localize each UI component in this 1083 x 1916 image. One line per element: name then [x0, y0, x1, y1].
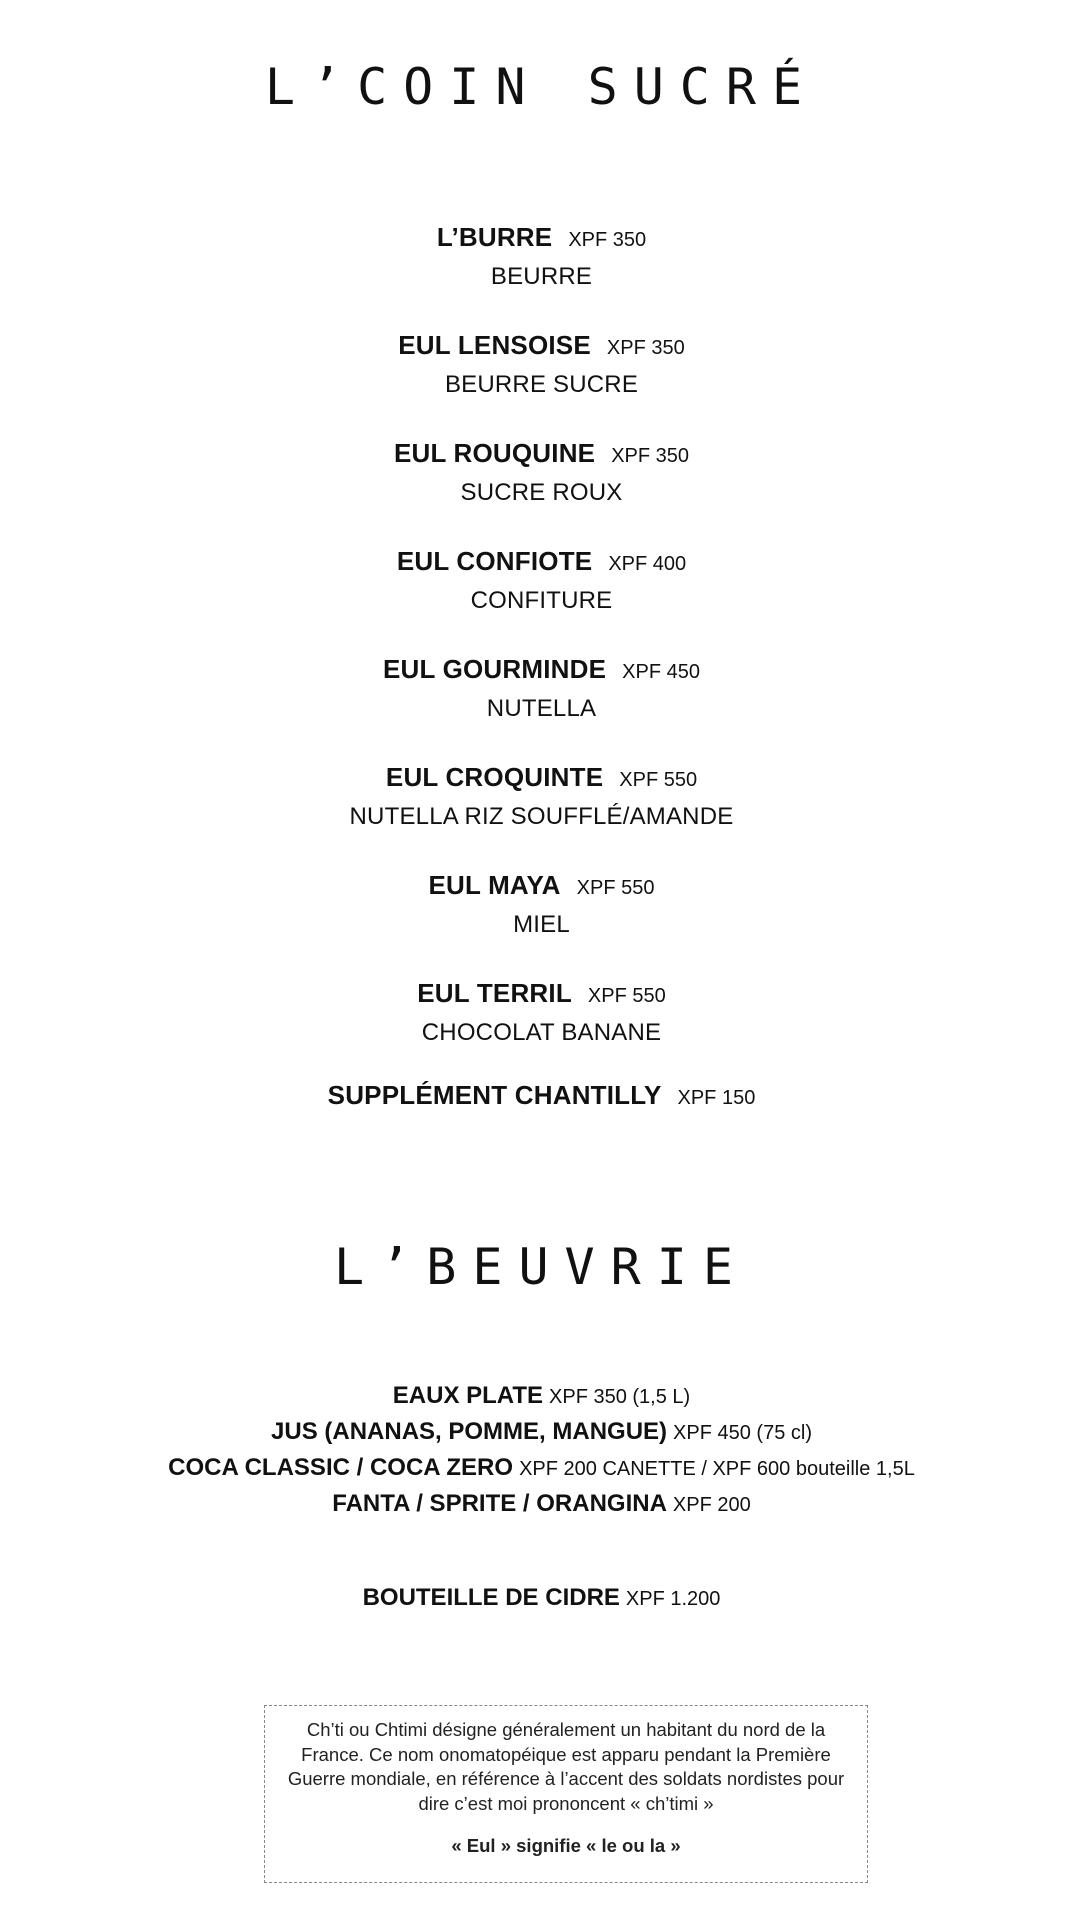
item-description: MIEL [513, 911, 570, 938]
menu-item [0, 222, 1083, 330]
menu-item [0, 762, 1083, 870]
item-name: EUL TERRIL [417, 978, 572, 1008]
drink-price: XPF 450 (75 cl) [673, 1422, 812, 1444]
item-name: EUL CONFIOTE [396, 546, 593, 576]
menu-item [0, 546, 1083, 654]
drink-row [0, 1414, 1083, 1450]
item-price: XPF 350 [568, 229, 647, 251]
item-description: CONFITURE [470, 587, 613, 614]
note-footnote: « Eul » signifie « le ou la » [451, 1835, 681, 1856]
drink-row [0, 1378, 1083, 1414]
supplement-item [0, 1080, 1083, 1111]
drink-price: XPF 200 [672, 1494, 751, 1516]
item-description: NUTELLA RIZ SOUFFLÉ/AMANDE [349, 803, 734, 830]
menu-item [0, 870, 1083, 978]
supplement-name: SUPPLÉMENT CHANTILLY [327, 1080, 662, 1110]
item-name: EUL MAYA [428, 870, 561, 900]
item-description: BEURRE [490, 263, 593, 290]
item-description: BEURRE SUCRE [444, 371, 639, 398]
cidre-item [0, 1584, 1083, 1612]
cidre-price: XPF 1.200 [625, 1588, 721, 1610]
drink-name: FANTA / SPRITE / ORANGINA [332, 1490, 667, 1517]
item-name: EUL GOURMINDE [383, 654, 607, 684]
item-name: EUL ROUQUINE [393, 438, 596, 468]
item-price: XPF 550 [587, 985, 666, 1007]
note-text: Ch’ti ou Chtimi désigne généralement un habitant du nord de la France. Ce nom onomatopéique est apparu pendant la Première Guerre mondiale, en référence à l’accent des soldats nordistes pour dire c’est moi prononcent « ch’timi » [287, 1719, 845, 1814]
drink-name: JUS (ANANAS, POMME, MANGUE) [271, 1418, 668, 1445]
drink-name: COCA CLASSIC / COCA ZERO [168, 1454, 514, 1481]
menu-item [0, 978, 1083, 1086]
item-name: EUL CROQUINTE [385, 762, 604, 792]
item-price: XPF 350 [611, 445, 690, 467]
item-name: EUL LENSOISE [398, 330, 591, 360]
drink-price: XPF 200 CANETTE / XPF 600 bouteille 1,5L [519, 1458, 915, 1480]
menu-item [0, 438, 1083, 546]
item-price: XPF 450 [622, 661, 700, 683]
item-price: XPF 550 [576, 877, 655, 899]
drink-name: EAUX PLATE [392, 1382, 544, 1409]
item-price: XPF 400 [608, 553, 687, 575]
chti-note-box [264, 1705, 868, 1883]
item-description: NUTELLA [486, 695, 597, 722]
item-description: SUCRE ROUX [460, 479, 623, 506]
section-title-beuvrie: L’BEUVRIE [334, 1238, 749, 1296]
drinks-list [0, 1378, 1083, 1522]
section-title-coin-sucre: L’COIN SUCRÉ [264, 58, 819, 116]
crepe-menu-list [0, 222, 1083, 1086]
item-description: CHOCOLAT BANANE [421, 1019, 662, 1046]
item-price: XPF 550 [619, 769, 698, 791]
supplement-price: XPF 150 [677, 1087, 756, 1109]
menu-item [0, 654, 1083, 762]
drink-price: XPF 350 (1,5 L) [549, 1386, 691, 1408]
drink-row [0, 1450, 1083, 1486]
cidre-name: BOUTEILLE DE CIDRE [362, 1584, 620, 1611]
menu-item [0, 330, 1083, 438]
item-price: XPF 350 [606, 337, 685, 359]
drink-row [0, 1486, 1083, 1522]
item-name: L’BURRE [436, 222, 553, 252]
